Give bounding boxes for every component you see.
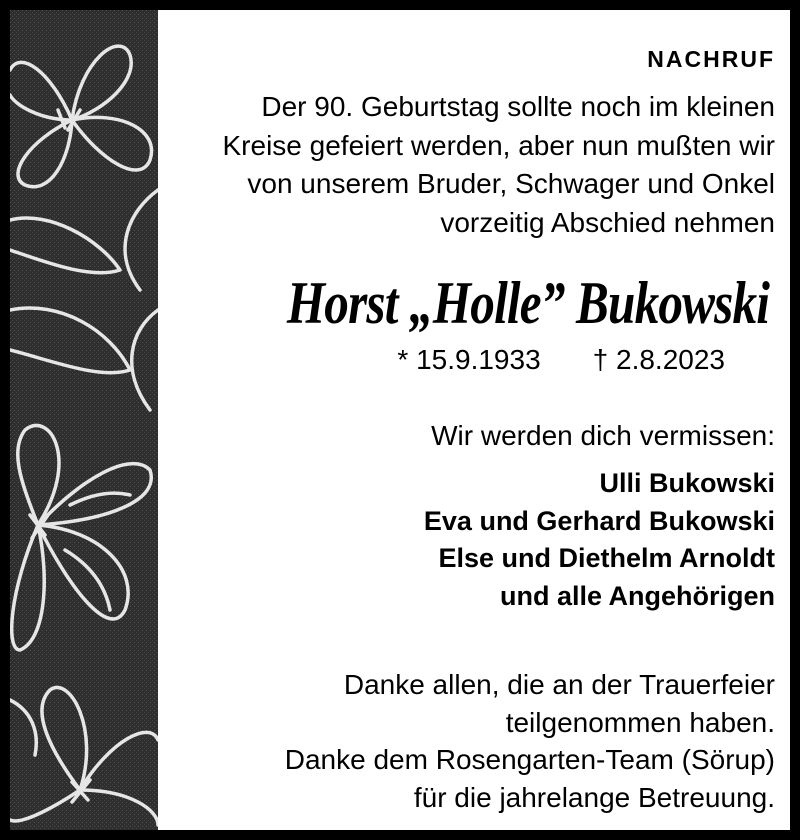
thanks-line: für die jahrelange Betreuung.: [413, 781, 775, 813]
mourner-name: Eva und Gerhard Bukowski: [423, 505, 775, 536]
intro-line: vorzeitig Abschied nehmen: [440, 206, 775, 238]
miss-line: Wir werden dich vermissen:: [431, 420, 775, 451]
intro-line: Der 90. Geburtstag sollte noch im kleinen: [261, 91, 775, 122]
notice-heading: NACHRUF: [647, 46, 775, 72]
mourners-list: [424, 465, 775, 615]
death-date: † 2.8.2023: [592, 344, 725, 375]
intro-paragraph: [223, 88, 776, 242]
thanks-paragraph: [285, 666, 775, 816]
flower-pattern-icon: [10, 10, 158, 830]
mourner-name: und alle Angehörigen: [499, 580, 775, 611]
birth-date: * 15.9.1933: [397, 344, 541, 375]
life-dates: [397, 344, 725, 376]
thanks-line: teilgenommen haben.: [505, 706, 775, 738]
mourner-name: Else und Diethelm Arnoldt: [438, 543, 775, 573]
intro-line: Kreise gefeiert werden, aber nun mußten wir: [222, 129, 775, 161]
deceased-name: Horst „Holle” Bukowski: [286, 270, 769, 336]
intro-line: von unserem Bruder, Schwager und Onkel: [247, 168, 775, 199]
thanks-line: Danke allen, die an der Trauerfeier: [343, 669, 775, 700]
mourner-name: Ulli Bukowski: [599, 468, 775, 498]
notice-text: [170, 10, 775, 830]
thanks-line: Danke dem Rosengarten-Team (Sörup): [284, 744, 775, 775]
